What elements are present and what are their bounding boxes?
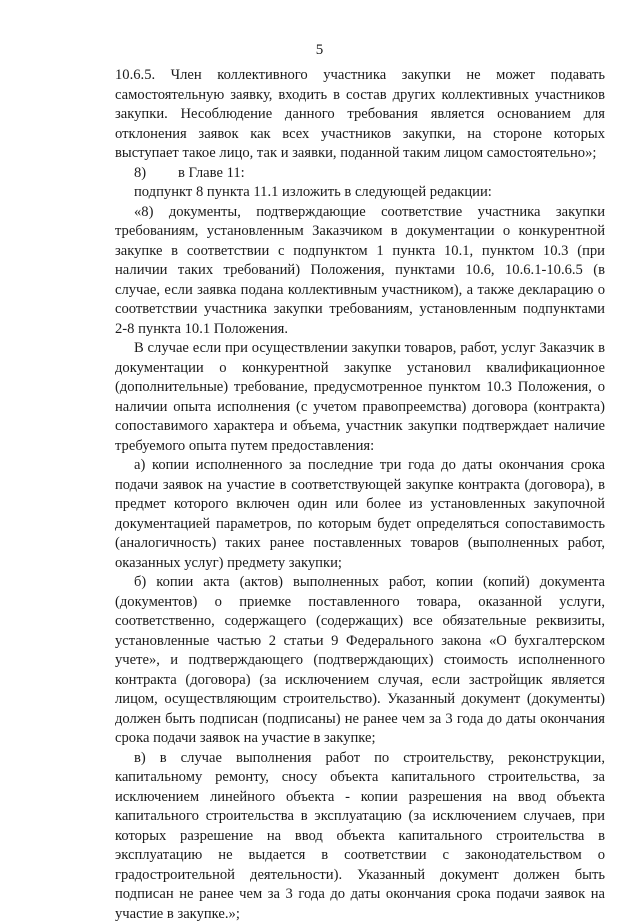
chapter-11-heading: в Главе 11: [178, 165, 245, 181]
list-number: 8) [134, 164, 178, 184]
list-item-8 [115, 164, 605, 184]
paragraph-10-6-5: 10.6.5. Член коллективного участника закупки не может подавать самостоятельную заявку, входить в состав других коллективных участников закупки. Несоблюдение данного требования является основанием для отклонения заявок как всех участников закупки, на стороне которых выступает такое лицо, так и заявки, поданной таким лицом самостоятельно»; [115, 66, 605, 164]
paragraph-subpoint-8: «8) документы, подтверждающие соответствие участника закупки требованиям, установленным Заказчиком в документации о конкурентной закупке в соответствии с подпунктом 1 пункта 10.1, пунктом 10.3 (при наличии таких требований) Положения, пунктами 10.6, 10.6.1-10.6.5 (в случае, если заявка подана коллективным участником), а также декларацию о соответствии участника закупки требованиям, установленным подпунктами 2-8 пункта 10.1 Положения. [115, 203, 605, 340]
document-body [115, 66, 605, 924]
page-number: 5 [0, 42, 639, 59]
paragraph-item-v: в) в случае выполнения работ по строительству, реконструкции, капитальному ремонту, сносу объекта капитального строительства, за исключением линейного объекта - копии разрешения на ввод объекта капитального строительства в эксплуатацию (за исключением случаев, при которых разрешение на ввод объекта капитального строительства в эксплуатацию не выдается в соответствии с законодательством о градостроительной деятельности). Указанный документ должен быть подписан не ранее чем за 3 года до даты окончания срока подачи заявок на участие в закупке.»; [115, 749, 605, 924]
paragraph-item-b: б) копии акта (актов) выполненных работ, копии (копий) документа (документов) о приемке поставленного товара, оказанной услуги, соответственно, содержащего (содержащих) все обязательные реквизиты, установленные частью 2 статьи 9 Федерального закона «О бухгалтерском учете», и подтверждающего (подтверждающих) стоимость исполненного контракта (договора) (за исключением случая, если застройщик является лицом, осуществляющим строительство). Указанный документ (документы) должен быть подписан (подписаны) не ранее чем за 3 года до даты окончания срока подачи заявок на участие в закупке; [115, 573, 605, 749]
paragraph-item-a: а) копии исполненного за последние три года до даты окончания срока подачи заявок на участие в соответствующей закупке контракта (договора), в предмет которого включен один или более из установленных закупочной документацией параметров, по которым будет определяться сопоставимость (аналогичность) таких ранее поставленных товаров (выполненных работ, оказанных услуг) предмету закупки; [115, 456, 605, 573]
amendment-intro: подпункт 8 пункта 11.1 изложить в следующей редакции: [115, 183, 605, 203]
paragraph-experience: В случае если при осуществлении закупки товаров, работ, услуг Заказчик в документации о конкурентной закупке установил квалификационное (дополнительные) требование, предусмотренное пунктом 10.3 Положения, о наличии опыта исполнения (с учетом правопреемства) договора (контракта) сопоставимого характера и объема, участник закупки подтверждает наличие требуемого опыта путем предоставления: [115, 339, 605, 456]
